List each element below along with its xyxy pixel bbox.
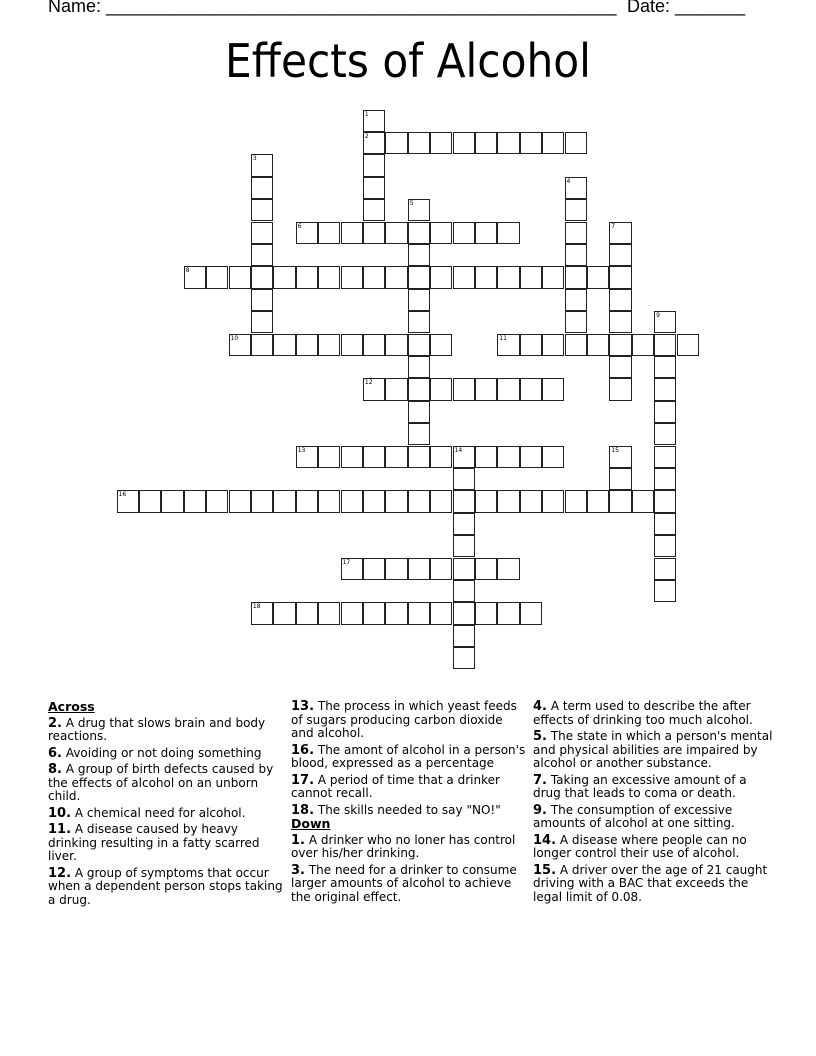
crossword-cell[interactable] [408, 446, 430, 468]
crossword-cell[interactable] [609, 266, 631, 288]
clue-across-16: 16. The amont of alcohol in a person's blood, expressed as a percentage [291, 742, 526, 770]
crossword-cell[interactable] [565, 177, 587, 199]
crossword-cell[interactable] [430, 446, 452, 468]
crossword-cell[interactable] [654, 356, 676, 378]
clues-column-3 [533, 700, 773, 904]
clue-down-5: 5. The state in which a person's mental and physical abilities are impaired by alcohol or another substance. [533, 729, 773, 770]
crossword-cell[interactable] [497, 558, 519, 580]
crossword-cell[interactable] [565, 490, 587, 512]
crossword-cell[interactable] [251, 311, 273, 333]
clues-column-1 [48, 700, 284, 907]
crossword-cell[interactable] [296, 266, 318, 288]
crossword-cell[interactable] [273, 602, 295, 624]
crossword-cell[interactable] [430, 602, 452, 624]
crossword-cell[interactable] [609, 311, 631, 333]
crossword-cell[interactable] [139, 490, 161, 512]
crossword-cell[interactable] [565, 334, 587, 356]
crossword-cell[interactable] [430, 266, 452, 288]
crossword-cell[interactable] [542, 266, 564, 288]
crossword-cell[interactable] [453, 222, 475, 244]
crossword-cell[interactable] [363, 558, 385, 580]
crossword-cell[interactable] [318, 490, 340, 512]
crossword-cell[interactable] [475, 446, 497, 468]
crossword-cell[interactable] [453, 625, 475, 647]
crossword-cell[interactable] [453, 580, 475, 602]
crossword-cell[interactable] [341, 602, 363, 624]
crossword-cell[interactable] [296, 334, 318, 356]
crossword-cell[interactable] [565, 132, 587, 154]
crossword-cell[interactable] [408, 311, 430, 333]
crossword-cell[interactable] [184, 490, 206, 512]
crossword-cell[interactable] [453, 602, 475, 624]
crossword-cell[interactable] [363, 177, 385, 199]
crossword-cell[interactable] [318, 334, 340, 356]
crossword-cell[interactable] [497, 222, 519, 244]
clue-across-6: 6. Avoiding or not doing something [48, 745, 262, 761]
crossword-cell[interactable] [475, 132, 497, 154]
crossword-cell[interactable] [453, 558, 475, 580]
clue-across-11: 11. A disease caused by heavy drinking resulting in a fatty scarred liver. [48, 822, 260, 863]
crossword-cell[interactable] [206, 266, 228, 288]
crossword-cell[interactable] [385, 334, 407, 356]
crossword-cell[interactable] [296, 602, 318, 624]
crossword-cell[interactable] [453, 647, 475, 669]
clue-across-10: 10. A chemical need for alcohol. [48, 805, 246, 821]
crossword-cell[interactable] [408, 401, 430, 423]
crossword-cell[interactable] [363, 110, 385, 132]
crossword-cell[interactable] [520, 602, 542, 624]
crossword-cell[interactable] [497, 334, 519, 356]
clue-number: 16 [118, 491, 127, 499]
crossword-cell[interactable] [273, 490, 295, 512]
crossword-cell[interactable] [251, 490, 273, 512]
clue-down-7: 7. Taking an excessive amount of a drug that leads to coma or death. [533, 772, 747, 800]
crossword-cell[interactable] [453, 535, 475, 557]
crossword-cell[interactable] [453, 266, 475, 288]
clue-number: 12 [364, 379, 373, 387]
crossword-cell[interactable] [408, 602, 430, 624]
crossword-cell[interactable] [363, 602, 385, 624]
name-field-label: Name: ___________________________________________________ [48, 0, 617, 16]
crossword-cell[interactable] [385, 132, 407, 154]
crossword-cell[interactable] [609, 222, 631, 244]
crossword-cell[interactable] [318, 446, 340, 468]
clue-number: 10 [230, 334, 239, 342]
clue-number: 1 [364, 110, 369, 118]
crossword-cell[interactable] [408, 378, 430, 400]
crossword-cell[interactable] [341, 334, 363, 356]
crossword-cell[interactable] [475, 558, 497, 580]
crossword-cell[interactable] [229, 490, 251, 512]
crossword-cell[interactable] [565, 311, 587, 333]
crossword-cell[interactable] [408, 266, 430, 288]
crossword-cell[interactable] [542, 334, 564, 356]
crossword-cell[interactable] [565, 244, 587, 266]
crossword-cell[interactable] [520, 334, 542, 356]
crossword-cell[interactable] [520, 132, 542, 154]
crossword-cell[interactable] [296, 490, 318, 512]
crossword-cell[interactable] [497, 132, 519, 154]
crossword-cell[interactable] [363, 490, 385, 512]
crossword-cell[interactable] [453, 378, 475, 400]
crossword-cell[interactable] [273, 266, 295, 288]
clue-down-1: 1. A drinker who no loner has control over his/her drinking. [291, 832, 516, 860]
crossword-cell[interactable] [341, 490, 363, 512]
crossword-cell[interactable] [408, 289, 430, 311]
clue-number: 6 [297, 222, 302, 230]
crossword-cell[interactable] [677, 334, 699, 356]
crossword-cell[interactable] [385, 446, 407, 468]
crossword-cell[interactable] [609, 490, 631, 512]
crossword-cell[interactable] [229, 334, 251, 356]
clue-number: 4 [566, 177, 571, 185]
clue-number: 17 [342, 558, 351, 566]
crossword-cell[interactable] [497, 602, 519, 624]
crossword-cell[interactable] [363, 154, 385, 176]
crossword-cell[interactable] [565, 222, 587, 244]
crossword-cell[interactable] [654, 558, 676, 580]
crossword-cell[interactable] [609, 244, 631, 266]
crossword-cell[interactable] [609, 356, 631, 378]
crossword-cell[interactable] [408, 356, 430, 378]
crossword-cell[interactable] [520, 446, 542, 468]
crossword-cell[interactable] [363, 222, 385, 244]
crossword-cell[interactable] [609, 468, 631, 490]
crossword-cell[interactable] [587, 266, 609, 288]
crossword-cell[interactable] [520, 266, 542, 288]
crossword-cell[interactable] [251, 154, 273, 176]
crossword-cell[interactable] [497, 266, 519, 288]
crossword-cell[interactable] [475, 222, 497, 244]
crossword-cell[interactable] [430, 558, 452, 580]
clue-down-9: 9. The consumption of excessive amounts of alcohol at one sitting. [533, 802, 735, 830]
clue-down-4: 4. A term used to describe the after effects of drinking too much alcohol. [533, 699, 753, 727]
crossword-cell[interactable] [565, 266, 587, 288]
clue-down-14: 14. A disease where people can no longer control their use of alcohol. [533, 832, 747, 860]
crossword-cell[interactable] [385, 490, 407, 512]
crossword-cell[interactable] [363, 446, 385, 468]
clue-across-17: 17. A period of time that a drinker cannot recall. [291, 772, 500, 800]
crossword-cell[interactable] [587, 334, 609, 356]
clue-number: 11 [499, 334, 507, 342]
clue-across-13: 13. The process in which yeast feeds of sugars producing carbon dioxide and alcohol. [291, 699, 517, 740]
crossword-cell[interactable] [542, 132, 564, 154]
crossword-cell[interactable] [385, 558, 407, 580]
crossword-cell[interactable] [408, 558, 430, 580]
crossword-cell[interactable] [520, 490, 542, 512]
clue-across-8: 8. A group of birth defects caused by the effects of alcohol on an unborn child. [48, 762, 274, 803]
crossword-cell[interactable] [453, 132, 475, 154]
crossword-cell[interactable] [385, 266, 407, 288]
crossword-cell[interactable] [318, 602, 340, 624]
crossword-cell[interactable] [453, 513, 475, 535]
crossword-cell[interactable] [654, 334, 676, 356]
clue-number: 5 [409, 200, 414, 208]
crossword-cell[interactable] [542, 490, 564, 512]
crossword-cell[interactable] [609, 289, 631, 311]
crossword-cell[interactable] [609, 334, 631, 356]
clue-number: 2 [364, 132, 369, 140]
crossword-cell[interactable] [341, 446, 363, 468]
crossword-cell[interactable] [408, 132, 430, 154]
crossword-cell[interactable] [609, 378, 631, 400]
crossword-cell[interactable] [229, 266, 251, 288]
crossword-cell[interactable] [341, 222, 363, 244]
crossword-cell[interactable] [251, 199, 273, 221]
crossword-cell[interactable] [251, 222, 273, 244]
crossword-cell[interactable] [430, 132, 452, 154]
clue-number: 15 [611, 446, 619, 454]
crossword-cell[interactable] [273, 334, 295, 356]
crossword-cell[interactable] [408, 244, 430, 266]
crossword-cell[interactable] [497, 446, 519, 468]
crossword-cell[interactable] [475, 378, 497, 400]
crossword-cell[interactable] [385, 602, 407, 624]
crossword-cell[interactable] [251, 244, 273, 266]
crossword-cell[interactable] [341, 558, 363, 580]
crossword-cell[interactable] [363, 132, 385, 154]
crossword-cell[interactable] [632, 490, 654, 512]
page-title: Effects of Alcohol [225, 34, 591, 88]
crossword-cell[interactable] [542, 446, 564, 468]
crossword-cell[interactable] [296, 446, 318, 468]
crossword-cell[interactable] [654, 580, 676, 602]
crossword-cell[interactable] [251, 177, 273, 199]
crossword-cell[interactable] [654, 311, 676, 333]
crossword-cell[interactable] [475, 266, 497, 288]
crossword-cell[interactable] [408, 199, 430, 221]
crossword-cell[interactable] [654, 513, 676, 535]
clue-across-18: 18. The skills needed to say "NO!" [291, 802, 501, 818]
crossword-cell[interactable] [497, 490, 519, 512]
crossword-cell[interactable] [318, 266, 340, 288]
crossword-cell[interactable] [565, 199, 587, 221]
clue-number: 3 [252, 155, 257, 163]
crossword-cell[interactable] [184, 266, 206, 288]
crossword-cell[interactable] [654, 535, 676, 557]
crossword-cell[interactable] [251, 602, 273, 624]
down-heading: Down [291, 816, 331, 831]
clue-number: 18 [252, 603, 261, 611]
crossword-cell[interactable] [385, 222, 407, 244]
crossword-cell[interactable] [363, 334, 385, 356]
clues-column-2 [291, 700, 529, 904]
crossword-cell[interactable] [251, 266, 273, 288]
clue-down-15: 15. A driver over the age of 21 caught driving with a BAC that exceeds the legal limit of 0.08. [533, 862, 768, 904]
crossword-cell[interactable] [654, 423, 676, 445]
crossword-cell[interactable] [363, 266, 385, 288]
clue-across-2: 2. A drug that slows brain and body reactions. [48, 715, 266, 743]
clue-number: 7 [611, 222, 616, 230]
crossword-cell[interactable] [609, 446, 631, 468]
crossword-cell[interactable] [161, 490, 183, 512]
crossword-cell[interactable] [475, 490, 497, 512]
crossword-cell[interactable] [408, 423, 430, 445]
crossword-cell[interactable] [318, 222, 340, 244]
crossword-cell[interactable] [453, 446, 475, 468]
crossword-cell[interactable] [430, 334, 452, 356]
crossword-cell[interactable] [654, 378, 676, 400]
clue-number: 8 [185, 267, 190, 275]
crossword-cell[interactable] [497, 378, 519, 400]
crossword-cell[interactable] [408, 334, 430, 356]
crossword-cell[interactable] [341, 266, 363, 288]
crossword-cell[interactable] [363, 199, 385, 221]
crossword-cell[interactable] [408, 222, 430, 244]
crossword-cell[interactable] [453, 490, 475, 512]
crossword-cell[interactable] [632, 334, 654, 356]
crossword-cell[interactable] [363, 378, 385, 400]
crossword-cell[interactable] [117, 490, 139, 512]
clue-across-12: 12. A group of symptoms that occur when a dependent person stops taking a drug. [48, 865, 283, 907]
across-heading: Across [48, 699, 95, 714]
crossword-cell[interactable] [206, 490, 228, 512]
crossword-cell[interactable] [453, 468, 475, 490]
crossword-cell[interactable] [542, 378, 564, 400]
crossword-cell[interactable] [251, 334, 273, 356]
clue-number: 9 [656, 312, 660, 320]
crossword-cell[interactable] [587, 490, 609, 512]
crossword-cell[interactable] [430, 378, 452, 400]
crossword-cell[interactable] [430, 222, 452, 244]
crossword-cell[interactable] [251, 289, 273, 311]
crossword-cell[interactable] [408, 490, 430, 512]
crossword-cell[interactable] [654, 401, 676, 423]
crossword-cell[interactable] [654, 446, 676, 468]
crossword-cell[interactable] [654, 468, 676, 490]
crossword-cell[interactable] [296, 222, 318, 244]
crossword-cell[interactable] [654, 490, 676, 512]
clue-number: 14 [454, 446, 463, 454]
crossword-cell[interactable] [430, 490, 452, 512]
clue-down-3: 3. The need for a drinker to consume larger amounts of alcohol to achieve the original effect. [291, 862, 517, 904]
date-field-label: Date: _______ [627, 0, 746, 16]
clue-number: 13 [297, 446, 306, 454]
crossword-cell[interactable] [475, 602, 497, 624]
crossword-cell[interactable] [385, 378, 407, 400]
crossword-cell[interactable] [520, 378, 542, 400]
crossword-cell[interactable] [565, 289, 587, 311]
